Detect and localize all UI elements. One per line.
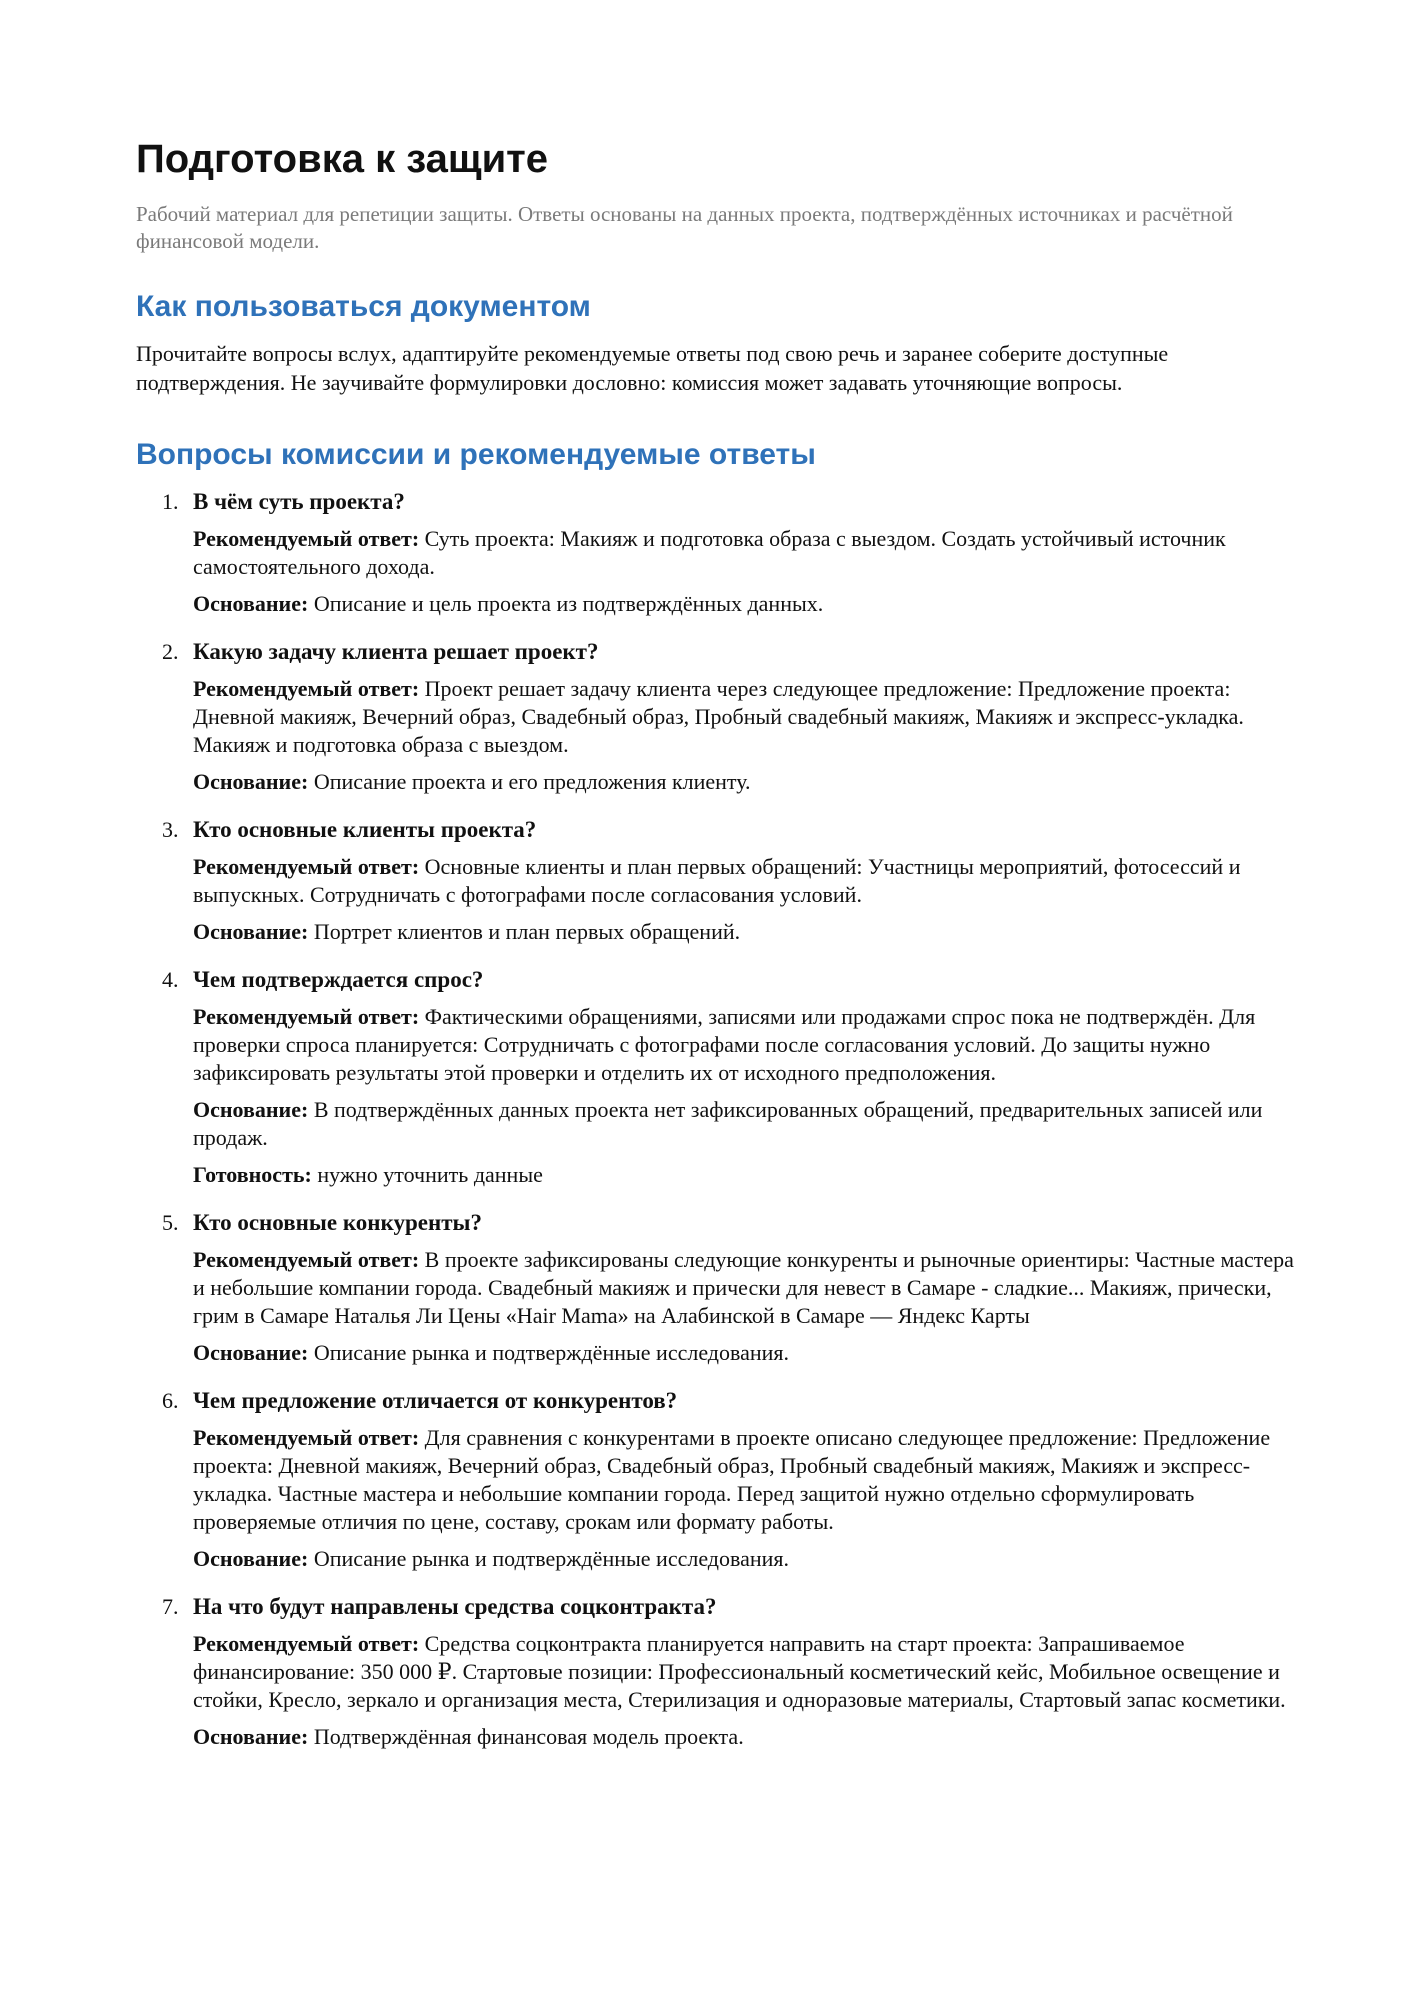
recommended-answer-text: Основные клиенты и план первых обращений: Участницы мероприятий, фотосессий и выпускных. Сотрудничать с фотографами после согласования условий. xyxy=(193,854,1241,907)
recommended-answer-label: Рекомендуемый ответ: xyxy=(193,1425,420,1450)
recommended-answer-label: Рекомендуемый ответ: xyxy=(193,854,420,879)
recommended-answer-paragraph xyxy=(193,1003,1296,1087)
document-subtitle: Рабочий материал для репетиции защиты. Ответы основаны на данных проекта, подтверждённых источниках и расчётной финансовой модели. xyxy=(136,202,1233,253)
basis-label: Основание: xyxy=(193,1546,309,1571)
basis-text: Описание проекта и его предложения клиенту. xyxy=(313,769,751,794)
basis-label: Основание: xyxy=(193,591,309,616)
document-title: Подготовка к защите xyxy=(136,137,548,181)
basis-paragraph xyxy=(193,590,1296,618)
basis-text: Подтверждённая финансовая модель проекта. xyxy=(313,1724,744,1749)
recommended-answer-text: Проект решает задачу клиента через следующее предложение: Предложение проекта: Дневной макияж, Вечерний образ, Свадебный образ, Пробный свадебный макияж, Макияж и экспресс-укладка. Макияж и подготовка образа с выездом. xyxy=(193,676,1244,757)
basis-label: Основание: xyxy=(193,919,309,944)
recommended-answer-paragraph xyxy=(193,1246,1296,1330)
question-text: Кто основные клиенты проекта? xyxy=(193,817,537,842)
recommended-answer-text: Для сравнения с конкурентами в проекте описано следующее предложение: Предложение проекта: Дневной макияж, Вечерний образ, Свадебный образ, Пробный свадебный макияж, Макияж и экспресс-укладка. Частные мастера и небольшие компании города. Перед защитой нужно отдельно сформулировать проверяемые отличия по цене, составу, срокам или формату работы. xyxy=(193,1425,1271,1534)
basis-paragraph xyxy=(193,1723,1296,1751)
question-number: 5. xyxy=(162,1210,179,1235)
recommended-answer-paragraph xyxy=(193,1630,1296,1714)
question-item xyxy=(136,1592,1296,1751)
basis-text: Описание рынка и подтверждённые исследования. xyxy=(313,1546,790,1571)
recommended-answer-label: Рекомендуемый ответ: xyxy=(193,526,420,551)
question-number: 1. xyxy=(162,489,179,514)
question-text: Чем предложение отличается от конкурентов? xyxy=(193,1388,678,1413)
basis-label: Основание: xyxy=(193,1724,309,1749)
question-number: 2. xyxy=(162,639,179,664)
readiness-text: нужно уточнить данные xyxy=(317,1162,543,1187)
basis-text: Описание и цель проекта из подтверждённых данных. xyxy=(313,591,824,616)
basis-label: Основание: xyxy=(193,769,309,794)
recommended-answer-text: В проекте зафиксированы следующие конкуренты и рыночные ориентиры: Частные мастера и небольшие компании города. Свадебный макияж и прически для невест в Самаре - сладкие... Макияж, прически, грим в Самаре Наталья Ли Цены «Hair Mama» на Алабинской в Самаре — Яндекс Карты xyxy=(193,1247,1294,1328)
recommended-answer-paragraph xyxy=(193,525,1296,581)
question-number: 7. xyxy=(162,1594,179,1619)
question-text: На что будут направлены средства соцконтракта? xyxy=(193,1594,717,1619)
question-number: 3. xyxy=(162,817,179,842)
usage-section-text: Прочитайте вопросы вслух, адаптируйте рекомендуемые ответы под свою речь и заранее соберите доступные подтверждения. Не заучивайте формулировки дословно: комиссия может задавать уточняющие вопросы. xyxy=(136,341,1169,395)
question-text: Чем подтверждается спрос? xyxy=(193,967,484,992)
question-text: В чём суть проекта? xyxy=(193,489,405,514)
question-number: 4. xyxy=(162,967,179,992)
question-text: Какую задачу клиента решает проект? xyxy=(193,639,599,664)
basis-text: В подтверждённых данных проекта нет зафиксированных обращений, предварительных записей или продаж. xyxy=(193,1097,1263,1150)
recommended-answer-paragraph xyxy=(193,1424,1296,1536)
basis-paragraph xyxy=(193,918,1296,946)
basis-paragraph xyxy=(193,1096,1296,1152)
basis-paragraph xyxy=(193,1339,1296,1367)
question-number: 6. xyxy=(162,1388,179,1413)
question-item xyxy=(136,815,1296,946)
recommended-answer-label: Рекомендуемый ответ: xyxy=(193,676,420,701)
recommended-answer-text: Средства соцконтракта планируется направить на старт проекта: Запрашиваемое финансирование: 350 000 ₽. Стартовые позиции: Профессиональный косметический кейс, Мобильное освещение и стойки, Кресло, зеркало и организация места, Стерилизация и одноразовые материалы, Стартовый запас косметики. xyxy=(193,1631,1286,1712)
usage-section-heading: Как пользоваться документом xyxy=(136,290,591,323)
recommended-answer-label: Рекомендуемый ответ: xyxy=(193,1631,420,1656)
question-item xyxy=(136,637,1296,796)
readiness-label: Готовность: xyxy=(193,1162,312,1187)
document-page xyxy=(136,135,1296,1770)
basis-paragraph xyxy=(193,768,1296,796)
question-item xyxy=(136,965,1296,1189)
question-item xyxy=(136,1208,1296,1367)
readiness-paragraph xyxy=(193,1161,1296,1189)
recommended-answer-paragraph xyxy=(193,853,1296,909)
recommended-answer-label: Рекомендуемый ответ: xyxy=(193,1004,420,1029)
recommended-answer-text: Суть проекта: Макияж и подготовка образа с выездом. Создать устойчивый источник самостоятельного дохода. xyxy=(193,526,1226,579)
basis-label: Основание: xyxy=(193,1097,309,1122)
recommended-answer-text: Фактическими обращениями, записями или продажами спрос пока не подтверждён. Для проверки спроса планируется: Сотрудничать с фотографами после согласования условий. До защиты нужно зафиксировать результаты этой проверки и отделить их от исходного предположения. xyxy=(193,1004,1256,1085)
questions-list xyxy=(136,487,1296,1751)
recommended-answer-label: Рекомендуемый ответ: xyxy=(193,1247,420,1272)
question-item xyxy=(136,1386,1296,1573)
question-text: Кто основные конкуренты? xyxy=(193,1210,482,1235)
recommended-answer-paragraph xyxy=(193,675,1296,759)
question-item xyxy=(136,487,1296,618)
basis-text: Описание рынка и подтверждённые исследования. xyxy=(313,1340,790,1365)
basis-label: Основание: xyxy=(193,1340,309,1365)
questions-section-heading: Вопросы комиссии и рекомендуемые ответы xyxy=(136,438,816,471)
basis-text: Портрет клиентов и план первых обращений. xyxy=(313,919,741,944)
basis-paragraph xyxy=(193,1545,1296,1573)
